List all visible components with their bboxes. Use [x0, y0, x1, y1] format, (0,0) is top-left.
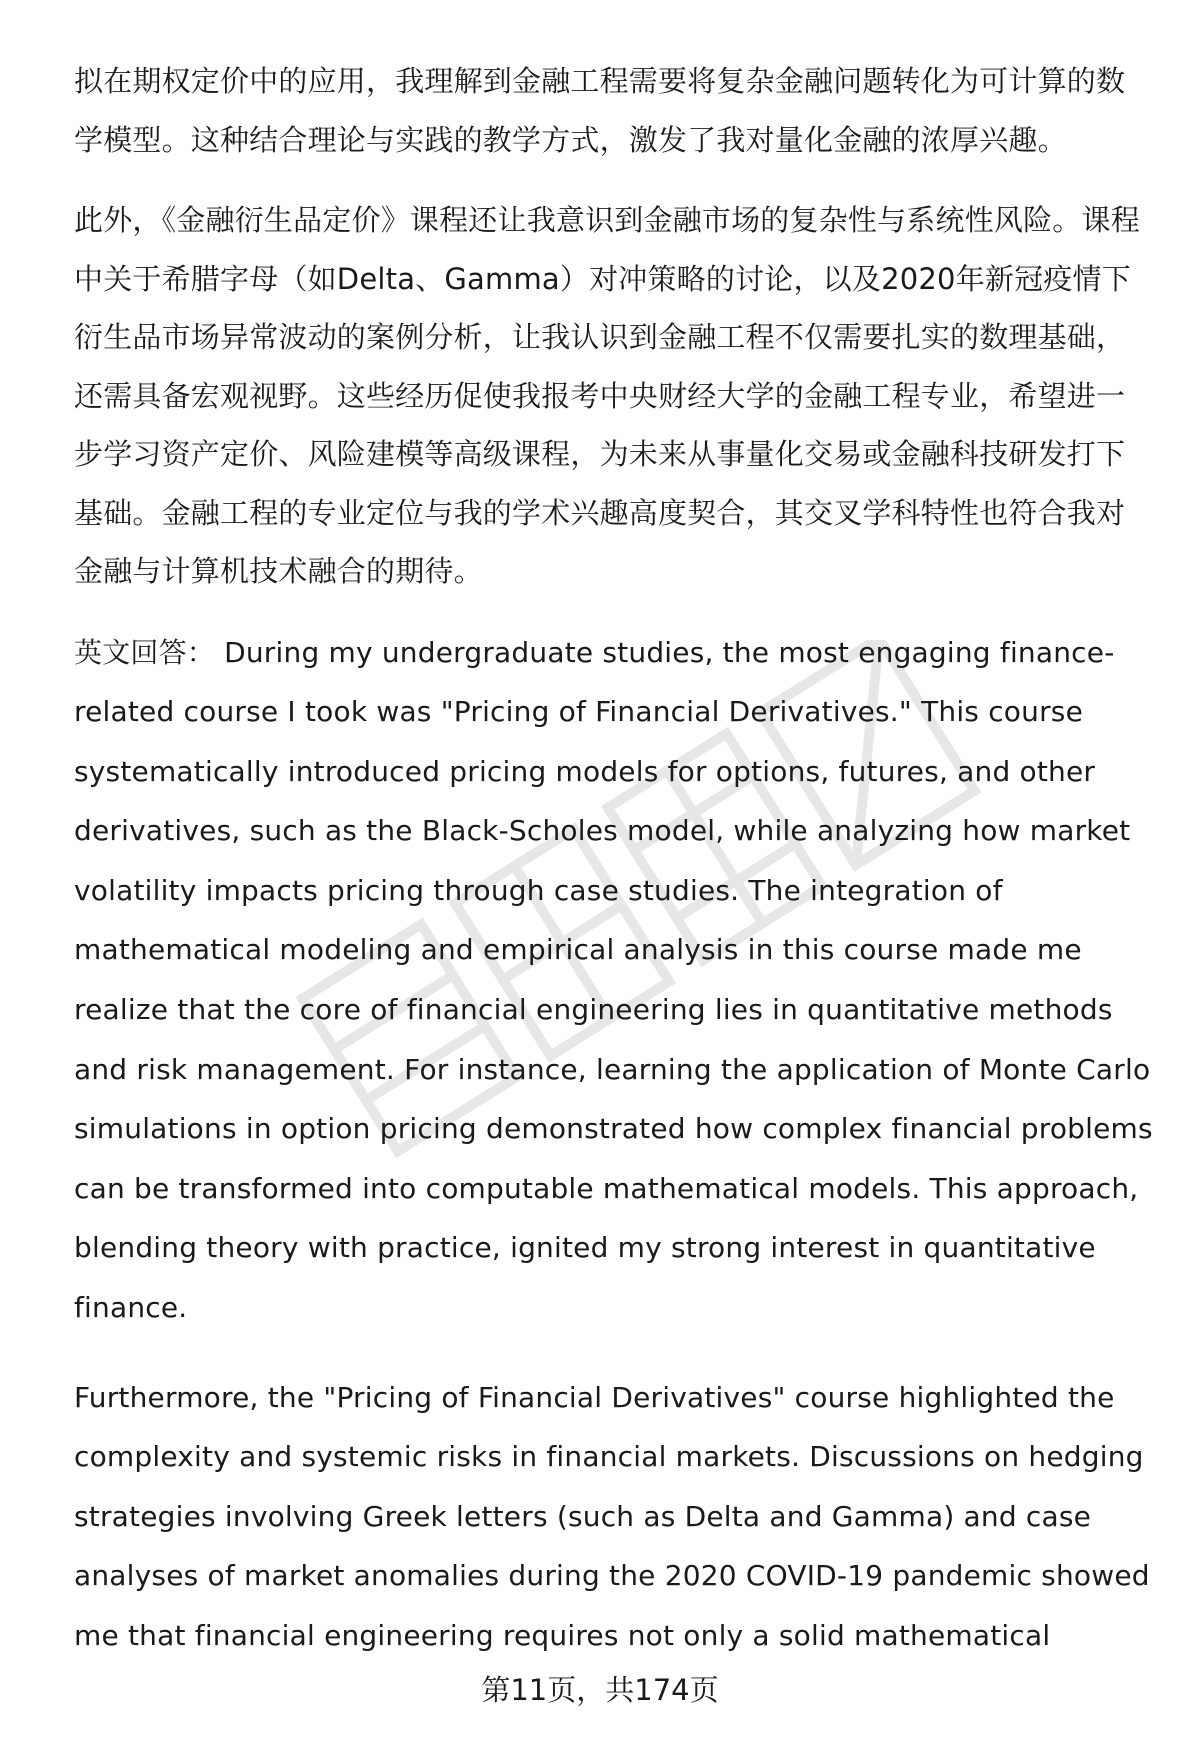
paragraph-1: 拟在期权定价中的应用，我理解到金融工程需要将复杂金融问题转化为可计算的数学模型。这种结合理论与实践的教学方式，激发了我对量化金融的浓厚兴趣。 [74, 64, 1126, 157]
page-number-footer: 第11页，共174页 [481, 1673, 719, 1707]
paragraph-2: 此外，《金融衍生品定价》课程还让我意识到金融市场的复杂性与系统性风险。课程中关于希腊字母（如Delta、Gamma）对冲策略的讨论，以及2020年新冠疫情下衍生品市场异常波动的案例分析，让我认识到金融工程不仅需要扎实的数理基础，还需具备宏观视野。这些经历促使我报考中央财经大学的金融工程专业，希望进一步学习资产定价、风险建模等高级课程，为未来从事量化交易或金融科技研发打下基础。金融工程的专业定位与我的学术兴趣高度契合，其交叉学科特性也符合我对金融与计算机技术融合的期待。 [74, 203, 1140, 588]
paragraph-3-english-answer: 英文回答： During my undergraduate studies, the most engaging finance-related course I took was "Pricing of Financial Derivatives." This course systematically introduced pricing models for options, futures, and other derivatives, such as the Black-Scholes model, while analyzing how market volatility impacts pricing through case studies. The integration of mathematical modeling and empirical analysis in this course made me realize that the core of financial engineering lies in quantitative methods and risk management. For instance, learning the application of Monte Carlo simulations in option pricing demonstrated how complex financial problems can be transformed into computable mathematical models. This approach, blending theory with practice, ignited my strong interest in quantitative finance. [74, 635, 1153, 1325]
document-body [74, 52, 1154, 1666]
paragraph-4: Furthermore, the "Pricing of Financial Derivatives" course highlighted the complexity and systemic risks in financial markets. Discussions on hedging strategies involving Greek letters (such as Delta and Gamma) and case analyses of market anomalies during the 2020 COVID-19 pandemic showed me that financial engineering requires not only a solid mathematical [74, 1380, 1150, 1652]
